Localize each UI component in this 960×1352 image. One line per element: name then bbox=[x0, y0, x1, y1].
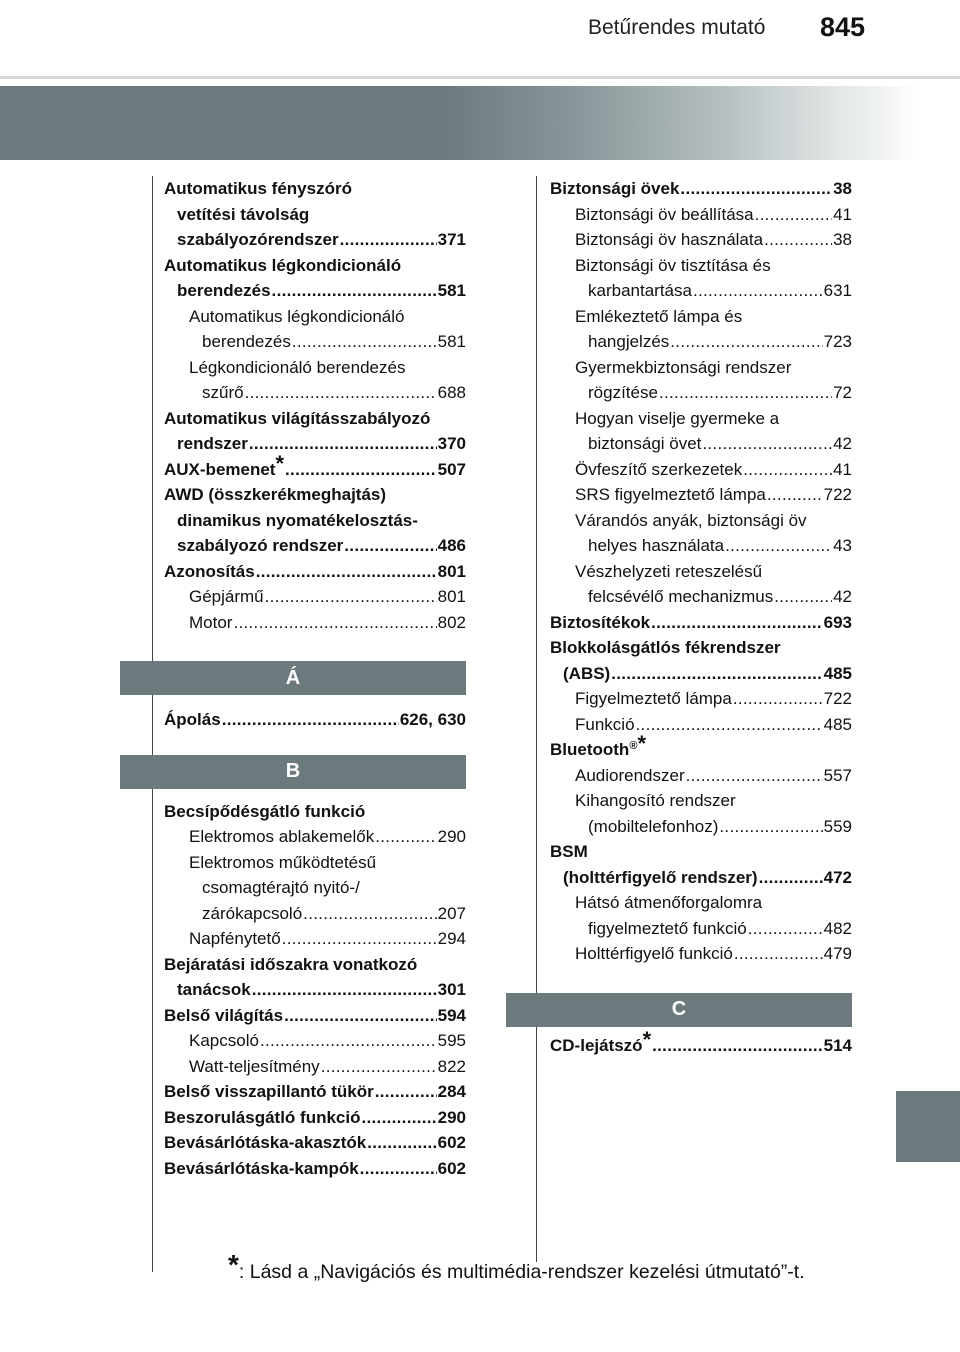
index-subentry: Figyelmeztető lámpa ..... 722 bbox=[550, 686, 852, 712]
letter-section-header-c: C bbox=[506, 993, 852, 1027]
index-entry: Biztosítékok ..... 693 bbox=[550, 610, 852, 636]
index-subentry: Funkció ..... 485 bbox=[550, 712, 852, 738]
index-entry: Ápolás ..... 626, 630 bbox=[164, 707, 466, 733]
index-entry: Azonosítás ..... 801 bbox=[164, 559, 466, 585]
header-top-line bbox=[0, 76, 960, 79]
index-subentry: SRS figyelmeztető lámpa ..... 722 bbox=[550, 482, 852, 508]
letter-section-header-b: B bbox=[120, 755, 466, 789]
column-rule-middle bbox=[536, 176, 537, 1262]
index-entry: Belső visszapillantó tükör ..... 284 bbox=[164, 1079, 466, 1105]
header-banner bbox=[0, 86, 960, 160]
index-subentry: Elektromos ablakemelők ..... 290 bbox=[164, 824, 466, 850]
index-entry: Bevásárlótáska-akasztók ..... 602 bbox=[164, 1130, 466, 1156]
index-column-right bbox=[550, 176, 852, 1058]
index-subentry: Audiorendszer ..... 557 bbox=[550, 763, 852, 789]
column-rule-left bbox=[152, 176, 153, 1272]
index-entry: CD-lejátszó* ..... 514 bbox=[550, 1033, 852, 1059]
index-subentry: Watt-teljesítmény ..... 822 bbox=[164, 1054, 466, 1080]
footnote-star: * bbox=[228, 1249, 239, 1280]
index-entry: AWD (összkerékmeghajtás) dinamikus nyomatékelosztás- szabályozó rendszer ..... 486 bbox=[164, 482, 466, 559]
index-subentry: Légkondicionáló berendezés szűrő ..... 688 bbox=[164, 355, 466, 406]
index-subentry: Kihangosító rendszer (mobiltelefonhoz) ..... 559 bbox=[550, 788, 852, 839]
footnote bbox=[228, 1249, 805, 1284]
index-subentry: Hátsó átmenőforgalomra figyelmeztető funkció ..... 482 bbox=[550, 890, 852, 941]
index-subentry: Várandós anyák, biztonsági öv helyes használata ..... 43 bbox=[550, 508, 852, 559]
page-number: 845 bbox=[820, 12, 866, 42]
index-subentry: Emlékeztető lámpa és hangjelzés ..... 723 bbox=[550, 304, 852, 355]
index-column-left bbox=[164, 176, 466, 1181]
index-entry: Blokkolásgátlós fékrendszer (ABS) ..... 485 bbox=[550, 635, 852, 686]
index-entry: Becsípődésgátló funkció bbox=[164, 801, 366, 821]
index-subentry: Biztonsági öv tisztítása és karbantartása ..... 631 bbox=[550, 253, 852, 304]
index-entry: Biztonsági övek ..... 38 bbox=[550, 176, 852, 202]
index-entry: AUX-bemenet* ..... 507 bbox=[164, 457, 466, 483]
index-subentry: Biztonsági öv beállítása ..... 41 bbox=[550, 202, 852, 228]
index-subentry: Elektromos működtetésű csomagtérajtó nyitó-/ zárókapcsoló ..... 207 bbox=[164, 850, 466, 927]
index-subentry: Holttérfigyelő funkció ..... 479 bbox=[550, 941, 852, 967]
index-entry: Bevásárlótáska-kampók ..... 602 bbox=[164, 1156, 466, 1182]
index-entry: Bejáratási időszakra vonatkozó tanácsok ..... 301 bbox=[164, 952, 466, 1003]
index-entry: Bluetooth®* bbox=[550, 731, 646, 759]
index-subentry: Napfénytető ..... 294 bbox=[164, 926, 466, 952]
index-subentry: Hogyan viselje gyermeke a biztonsági övet ..... 42 bbox=[550, 406, 852, 457]
chapter-thumb-tab bbox=[896, 1091, 960, 1162]
index-entry: Belső világítás ..... 594 bbox=[164, 1003, 466, 1029]
index-entry: Beszorulásgátló funkció ..... 290 bbox=[164, 1105, 466, 1131]
index-subentry: Gyermekbiztonsági rendszer rögzítése ..... 72 bbox=[550, 355, 852, 406]
index-entry: Automatikus légkondicionáló berendezés ..... 581 bbox=[164, 253, 466, 304]
index-entry: Automatikus fényszóró vetítési távolság szabályozórendszer ..... 371 bbox=[164, 176, 466, 253]
index-subentry: Motor ..... 802 bbox=[164, 610, 466, 636]
footnote-text: : Lásd a „Navigációs és multimédia-rendszer kezelési útmutató”-t. bbox=[238, 1261, 805, 1283]
section-title: Betűrendes mutató bbox=[588, 16, 766, 39]
letter-section-header-a: Á bbox=[120, 661, 466, 695]
index-subentry: Gépjármű ..... 801 bbox=[164, 584, 466, 610]
index-entry: BSM (holttérfigyelő rendszer) ..... 472 bbox=[550, 839, 852, 890]
index-subentry: Övfeszítő szerkezetek ..... 41 bbox=[550, 457, 852, 483]
index-subentry: Biztonsági öv használata ..... 38 bbox=[550, 227, 852, 253]
index-subentry: Automatikus légkondicionáló berendezés ..... 581 bbox=[164, 304, 466, 355]
index-entry: Automatikus világításszabályozó rendszer ..... 370 bbox=[164, 406, 466, 457]
index-subentry: Vészhelyzeti reteszelésű felcsévélő mechanizmus ..... 42 bbox=[550, 559, 852, 610]
index-subentry: Kapcsoló ..... 595 bbox=[164, 1028, 466, 1054]
